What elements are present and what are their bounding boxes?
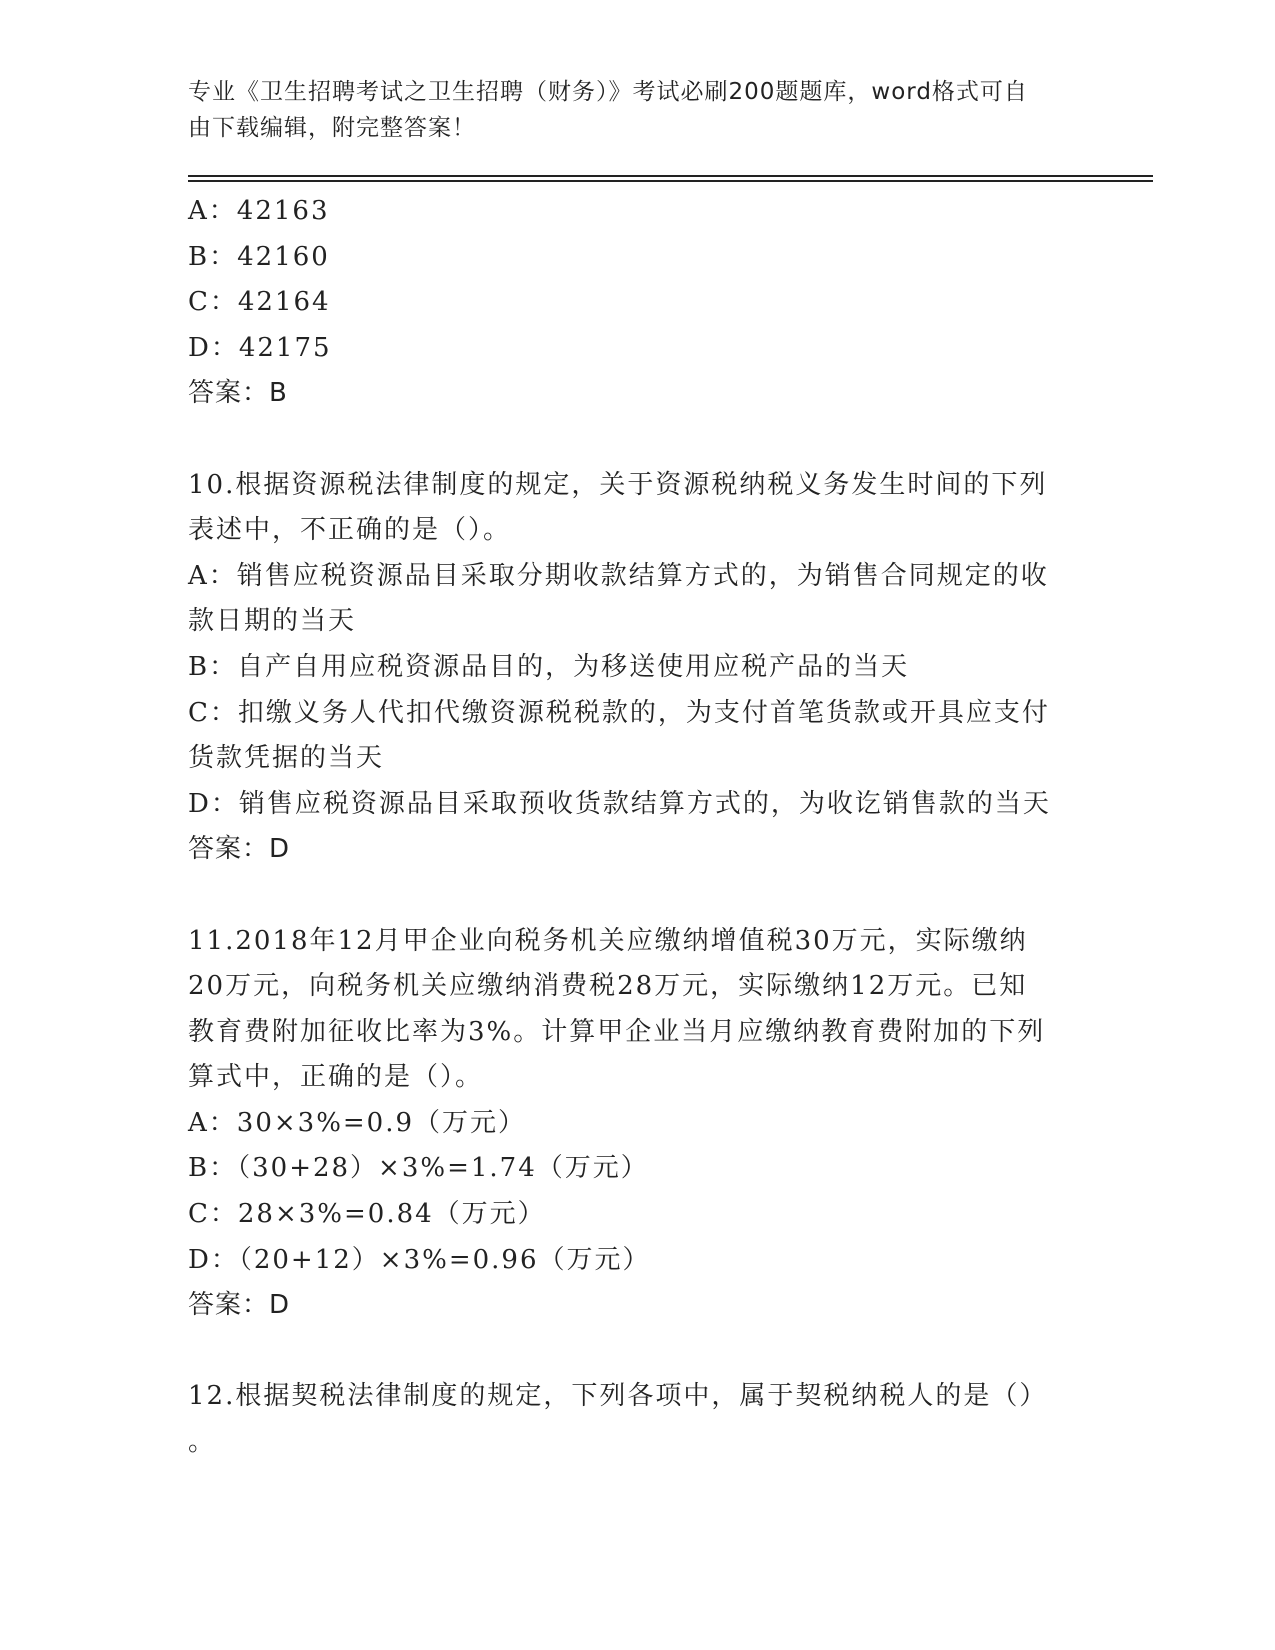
option-c: C：42164: [188, 287, 331, 318]
answer: 答案：B: [188, 378, 288, 409]
answer: 答案：D: [188, 1290, 291, 1321]
answer: 答案：D: [188, 834, 291, 865]
question-9: [188, 189, 1088, 417]
question-stem: 表述中，不正确的是（）。: [188, 515, 512, 546]
question-stem: 20万元，向税务机关应缴纳消费税28万元，实际缴纳12万元。已知: [188, 971, 1028, 1002]
option-c: C：扣缴义务人代扣代缴资源税税款的，为支付首笔货款或开具应支付: [188, 697, 1050, 728]
question-stem: 算式中，正确的是（）。: [188, 1062, 484, 1093]
question-stem: 。: [188, 1427, 217, 1458]
document-body: [188, 189, 1088, 1466]
option-a: 款日期的当天: [188, 606, 357, 637]
option-d: D：销售应税资源品目采取预收货款结算方式的，为收讫销售款的当天: [188, 788, 1051, 819]
question-stem: 教育费附加征收比率为3%。计算甲企业当月应缴纳教育费附加的下列: [188, 1016, 1046, 1047]
header-divider-bottom: [188, 180, 1153, 182]
option-a: A：30×3%=0.9（万元）: [188, 1107, 527, 1138]
option-d: D：（20+12）×3%=0.96（万元）: [188, 1244, 651, 1275]
question-stem: 12.根据契税法律制度的规定，下列各项中，属于契税纳税人的是（）: [188, 1381, 1048, 1412]
header-line-2: 由下载编辑，附完整答案！: [188, 115, 476, 141]
question-11: [188, 919, 1088, 1329]
question-stem: 10.根据资源税法律制度的规定，关于资源税纳税义务发生时间的下列: [188, 469, 1048, 500]
question-12: [188, 1374, 1088, 1465]
option-b: B：自产自用应税资源品目的，为移送使用应税产品的当天: [188, 651, 910, 682]
question-10: [188, 463, 1088, 873]
option-a: A：42163: [188, 196, 330, 226]
header-divider-top: [188, 175, 1153, 177]
option-c: 货款凭据的当天: [188, 743, 385, 774]
document-header: [188, 74, 1068, 146]
option-a: A：销售应税资源品目采取分期收款结算方式的，为销售合同规定的收: [188, 560, 1049, 591]
option-d: D：42175: [188, 332, 332, 363]
option-b: B：（30+28）×3%=1.74（万元）: [188, 1153, 649, 1184]
question-stem: 11.2018年12月甲企业向税务机关应缴纳增值税30万元，实际缴纳: [188, 925, 1028, 956]
option-b: B：42160: [188, 241, 330, 272]
header-line-1: 专业《卫生招聘考试之卫生招聘（财务）》考试必刷200题题库，word格式可自: [188, 79, 1028, 105]
spacer: [188, 417, 1088, 463]
spacer: [188, 873, 1088, 919]
spacer: [188, 1329, 1088, 1375]
option-c: C：28×3%=0.84（万元）: [188, 1199, 546, 1230]
